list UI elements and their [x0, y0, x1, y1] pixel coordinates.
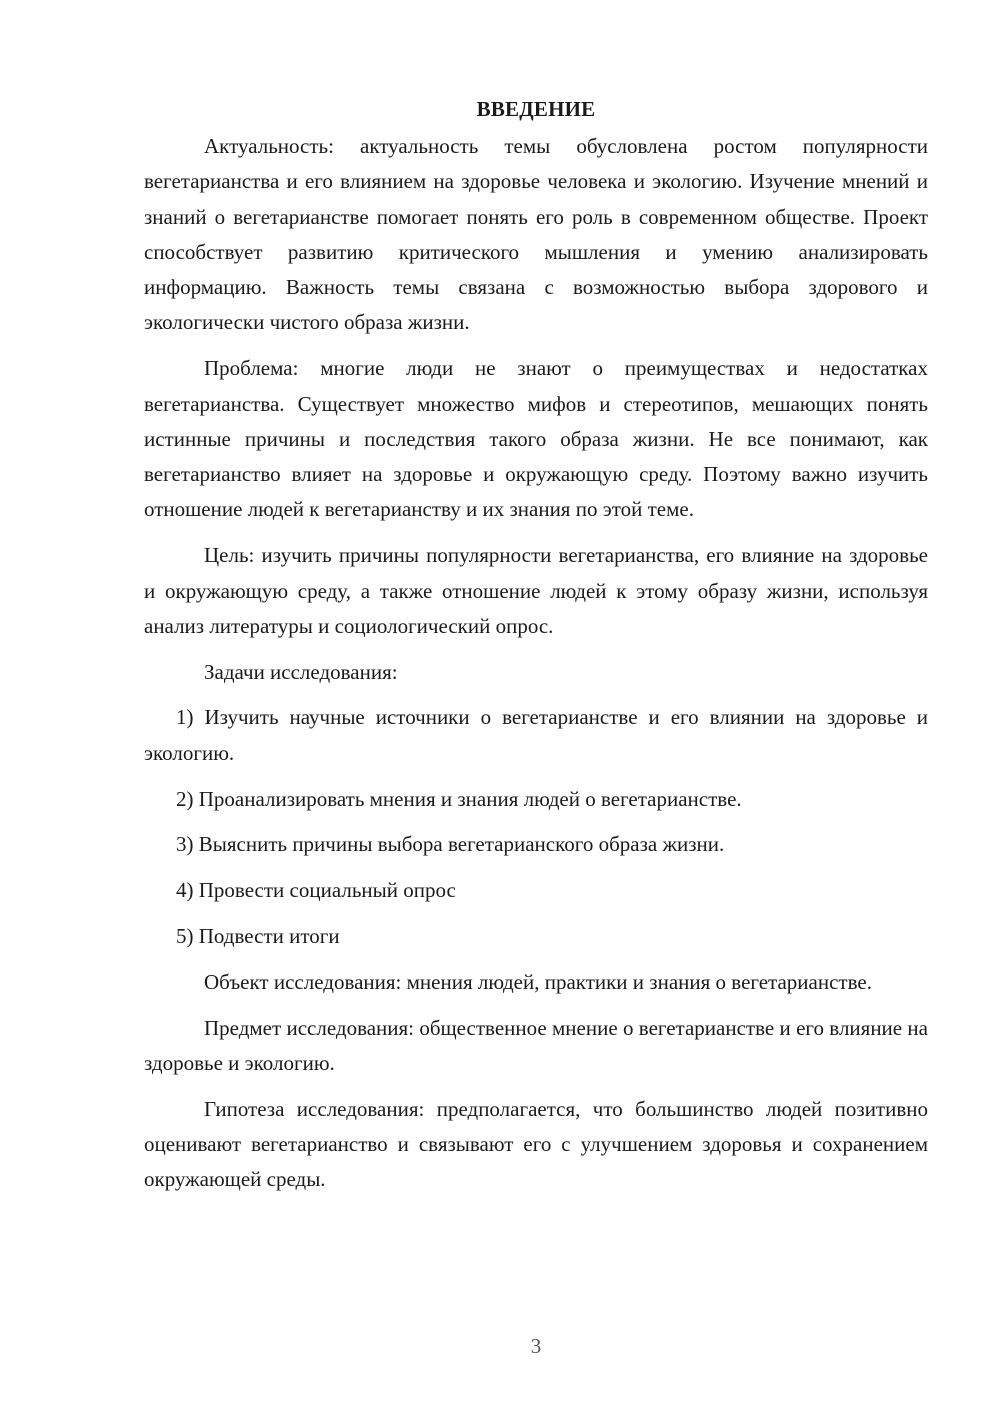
page-number: 3: [530, 1334, 542, 1358]
document-page: [144, 92, 928, 1208]
task-item-5: 5) Подвести итоги: [176, 923, 340, 948]
task-item-1: 1) Изучить научные источники о вегетарианстве и его влиянии на здоровье и экологию.: [144, 705, 928, 765]
paragraph-subject: Предмет исследования: общественное мнение о вегетарианстве и его влияние на здоровье и экологию.: [144, 1015, 928, 1075]
paragraph-object: Объект исследования: мнения людей, практики и знания о вегетарианстве.: [204, 969, 872, 994]
task-item-3: 3) Выяснить причины выбора вегетарианского образа жизни.: [176, 832, 725, 857]
section-heading: ВВЕДЕНИЕ: [476, 97, 596, 121]
task-item-2: 2) Проанализировать мнения и знания людей о вегетарианстве.: [176, 786, 742, 811]
tasks-heading: Задачи исследования:: [204, 659, 398, 684]
task-item-4: 4) Провести социальный опрос: [176, 878, 456, 903]
paragraph-goal: Цель: изучить причины популярности вегетарианства, его влияние на здоровье и окружающую среду, а также отношение людей к этому образу жизни, используя анализ литературы и социологический опрос.: [144, 543, 928, 638]
paragraph-hypothesis: Гипотеза исследования: предполагается, что большинство людей позитивно оценивают вегетарианство и связывают его с улучшением здоровья и сохранением окружающей среды.: [144, 1096, 928, 1192]
paragraph-problem: Проблема: многие люди не знают о преимуществах и недостатках вегетарианства. Существует множество мифов и стереотипов, мешающих понять истинные причины и последствия такого образа жизни. Не все понимают, как вегетарианство влияет на здоровье и окружающую среду. Поэтому важно изучить отношение людей к вегетарианству и их знания по этой теме.: [144, 356, 928, 522]
paragraph-relevance: Актуальность: актуальность темы обусловлена ростом популярности вегетарианства и его влиянием на здоровье человека и экологию. Изучение мнений и знаний о вегетарианстве помогает понять его роль в современном обществе. Проект способствует развитию критического мышления и умению анализировать информацию. Важность темы связана с возможностью выбора здорового и экологически чистого образа жизни.: [144, 134, 928, 335]
